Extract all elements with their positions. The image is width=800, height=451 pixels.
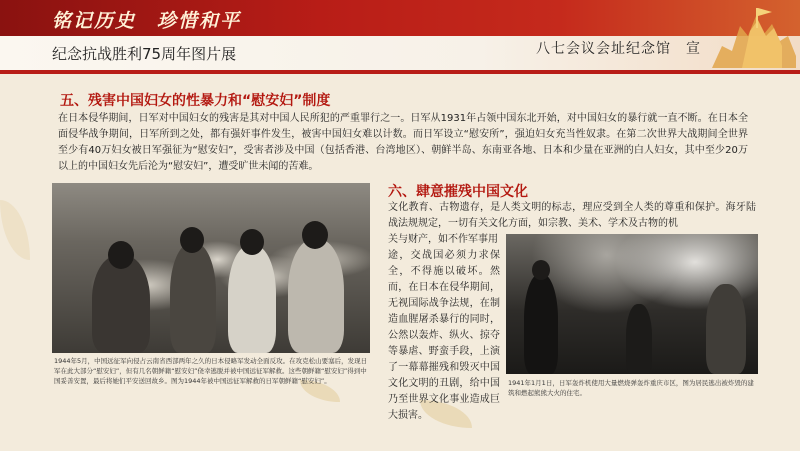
exhibition-title: 铭记历史 珍惜和平 <box>52 10 242 32</box>
exhibition-subtitle: 纪念抗战胜利75周年图片展 <box>52 45 237 63</box>
section6-photo-caption: 1941年1月1日，日军轰炸机使用大量燃烧弹轰炸重庆市区，图为居民逃出被炸毁的建筑和燃起熊熊大火的住宅。 <box>508 379 754 397</box>
section5-title: 五、残害中国妇女的性暴力和“慰安妇”制度 <box>60 93 331 109</box>
header-underline <box>0 70 800 74</box>
comfort-women-photo <box>52 183 370 353</box>
section6-title: 六、肆意摧残中国文化 <box>388 184 528 200</box>
section5-text: 在日本侵华期间，日军对中国妇女的残害是其对中国人民所犯的严重罪行之一。日军从1931年占领中国东北开始，对中国妇女的暴行就一直不断。在日本全面侵华战争期间，日军所到之处，都有强奸事件发生，被害中国妇女难以计数。而日军设立“慰安所”，强迫妇女充当性奴隶。在第二次世界大战期间全世界至少有40万妇女被日军强征为“慰安妇”，受害者涉及中国（包括香港、台湾地区）、朝鲜半岛、东南亚各地、日本和少量在亚洲的白人妇女，其中至少20万以上的中国妇女先后沦为“慰安妇”，遭受旷世未闻的苦难。 <box>58 113 748 172</box>
decorative-leaf <box>0 200 30 260</box>
section6-text-rest: 途，交战国必须力求保全，不得施以破坏。然而，在日本在侵华期间，无视国际战争法规，在制造血腥屠杀暴行的同时，公然以轰炸、纵火、掠夺等暴虐、野蛮手段，上演了一幕幕摧残和毁灭中国文化文明的丑剧，给中国乃至世界文化事业造成巨大损害。 <box>388 250 500 421</box>
section5-photo-caption: 1944年5月，中国远征军向侵占云南省西部两年之久的日本侵略军发动全面反攻。在攻克松山要塞后，发现日军在此大部分“慰安妇”，但有几名朝鲜籍“慰安妇”侥幸逃脱并被中国远征军解救。这些朝鲜籍“慰安妇”得到中国妥善安置，最后将她们平安送回故乡。图为1944年被中国远征军解救的日军朝鲜籍“慰安妇”。 <box>54 357 368 385</box>
section6-text-line: 关与财产，如不作军事用 <box>388 234 498 245</box>
organization-name: 八七会议会址纪念馆 宣 <box>536 41 701 57</box>
monument-statue-icon <box>712 6 796 68</box>
section6-text-top: 文化教育、古物遗存，是人类文明的标志，理应受到全人类的尊重和保护。海牙陆战法规规定，一切有关文化方面，如宗教、美术、学术及古物的机 <box>388 202 756 229</box>
chongqing-bombing-photo <box>506 234 758 374</box>
